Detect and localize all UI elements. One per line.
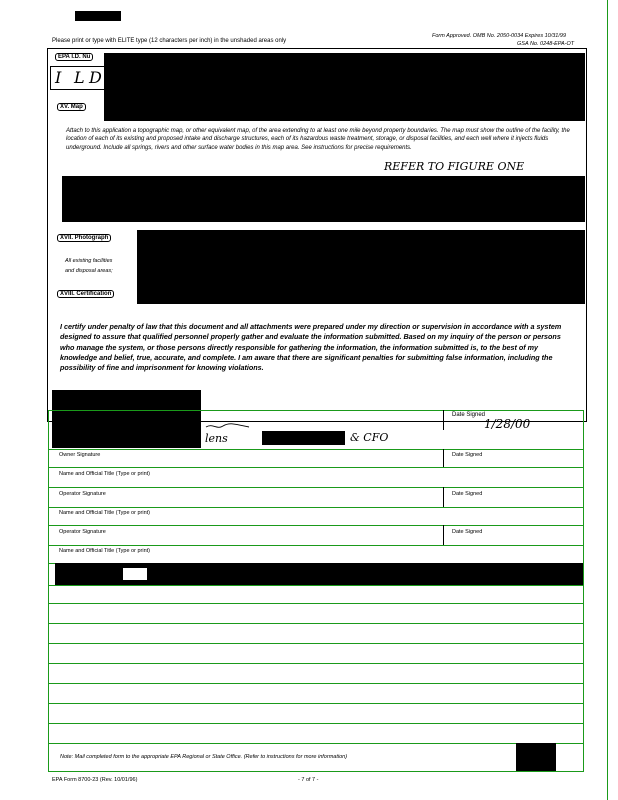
operator-name-title-label-1: Name and Official Title (Type or print)	[59, 510, 150, 516]
green-line-18	[48, 771, 584, 772]
redaction-signature-name	[52, 390, 201, 448]
epa-id-label: EPA I.D. Nu	[55, 53, 93, 61]
map-handwritten-note: REFER TO FIGURE ONE	[384, 160, 525, 173]
green-line-6	[48, 525, 584, 526]
date-divider-4	[443, 525, 444, 545]
green-line-15	[48, 703, 584, 704]
map-instructions: Attach to this application a topographic map, or other equivalent map, of the area extending to at least one mile beyond property boundaries. The map must show the outline of the facility, the location of each of its existing and proposed intake and discharge structures, each of its hazardous waste treatment, storage, or disposal facilities, and each well where it injects fluids underground. Include all springs, rivers and other surface water bodies in this map area. See instructions for precise requirements.	[66, 128, 570, 151]
gsa-number: GSA No. 0248-EPA-OT	[517, 41, 575, 47]
handwritten-date: 1/28/00	[484, 417, 531, 431]
green-line-1	[48, 410, 584, 411]
handwritten-title-left: lens	[205, 432, 228, 445]
green-line-11	[48, 623, 584, 624]
owner-signature-label: Owner Signature	[59, 452, 101, 458]
green-line-3	[48, 467, 584, 468]
green-line-2	[48, 449, 584, 450]
operator-date-label-1: Date Signed	[452, 491, 483, 497]
green-line-17	[48, 743, 584, 744]
certification-title: XVIII. Certification	[57, 290, 114, 298]
green-border-right-outer	[607, 0, 608, 800]
green-line-4	[48, 487, 584, 488]
green-line-13	[48, 663, 584, 664]
green-line-9	[48, 585, 584, 586]
green-line-7	[48, 545, 584, 546]
redaction-epa-id	[104, 53, 585, 121]
date-signed-label: Date Signed	[452, 412, 486, 418]
green-line-5	[48, 507, 584, 508]
green-line-14	[48, 683, 584, 684]
epa-id-char-1: I	[55, 68, 62, 87]
green-line-12	[48, 643, 584, 644]
redaction-section-xvi	[62, 176, 585, 222]
epa-id-char-3: D	[89, 68, 102, 87]
form-approval: Form Approved. OMB No. 2050-0034 Expires 10/31/99	[432, 33, 567, 39]
mailing-note: Note: Mail completed form to the appropriate EPA Regional or State Office. (Refer to instructions for more information)	[60, 754, 348, 760]
photographs-line-1: All existing facilities	[65, 258, 113, 264]
owner-date-label: Date Signed	[452, 452, 483, 458]
redaction-title	[262, 431, 345, 445]
operator-date-label-2: Date Signed	[452, 529, 483, 535]
form-instructions: Please print or type with ELITE type (12 characters per inch) in the unshaded areas only	[52, 38, 287, 44]
green-border-left	[48, 410, 49, 772]
green-border-right	[583, 410, 584, 772]
photographs-line-2: and disposal areas;	[65, 268, 113, 274]
owner-name-title-label: Name and Official Title (Type or print)	[59, 471, 150, 477]
page-number: - 7 of 7 -	[298, 777, 319, 783]
epa-id-boxes	[50, 66, 105, 90]
date-divider-2	[443, 449, 444, 467]
epa-id-char-2: L	[74, 68, 85, 87]
photographs-title: XVII. Photograph	[57, 234, 111, 242]
green-line-16	[48, 723, 584, 724]
handwritten-title-right: & CFO	[350, 431, 389, 444]
map-section-title: XV. Map	[57, 103, 86, 111]
green-line-10	[48, 603, 584, 604]
redaction-footer	[516, 743, 556, 771]
date-divider-1	[443, 410, 444, 430]
operator-signature-label-1: Operator Signature	[59, 491, 106, 497]
operator-name-title-label-2: Name and Official Title (Type or print)	[59, 548, 150, 554]
operator-signature-label-2: Operator Signature	[59, 529, 106, 535]
date-divider-3	[443, 487, 444, 507]
certification-statement: I certify under penalty of law that this document and all attachments were prepared under my direction or supervision in accordance with a system designed to assure that qualified personnel properly gather and evaluate the information submitted. Based on my inquiry of the person or persons who manage the system, or those persons directly responsible for gathering the information, the information submitted is, to the best of my knowledge and belief, true, accurate, and complete. I am aware that there are significant penalties for submitting false information, including the possibility of fine and imprisonment for knowing violations.	[60, 322, 562, 373]
redaction-top	[75, 11, 121, 21]
form-number: EPA Form 8700-23 (Rev. 10/01/96)	[52, 777, 138, 783]
redaction-photographs	[137, 230, 585, 304]
comments-header-gap	[123, 568, 147, 580]
